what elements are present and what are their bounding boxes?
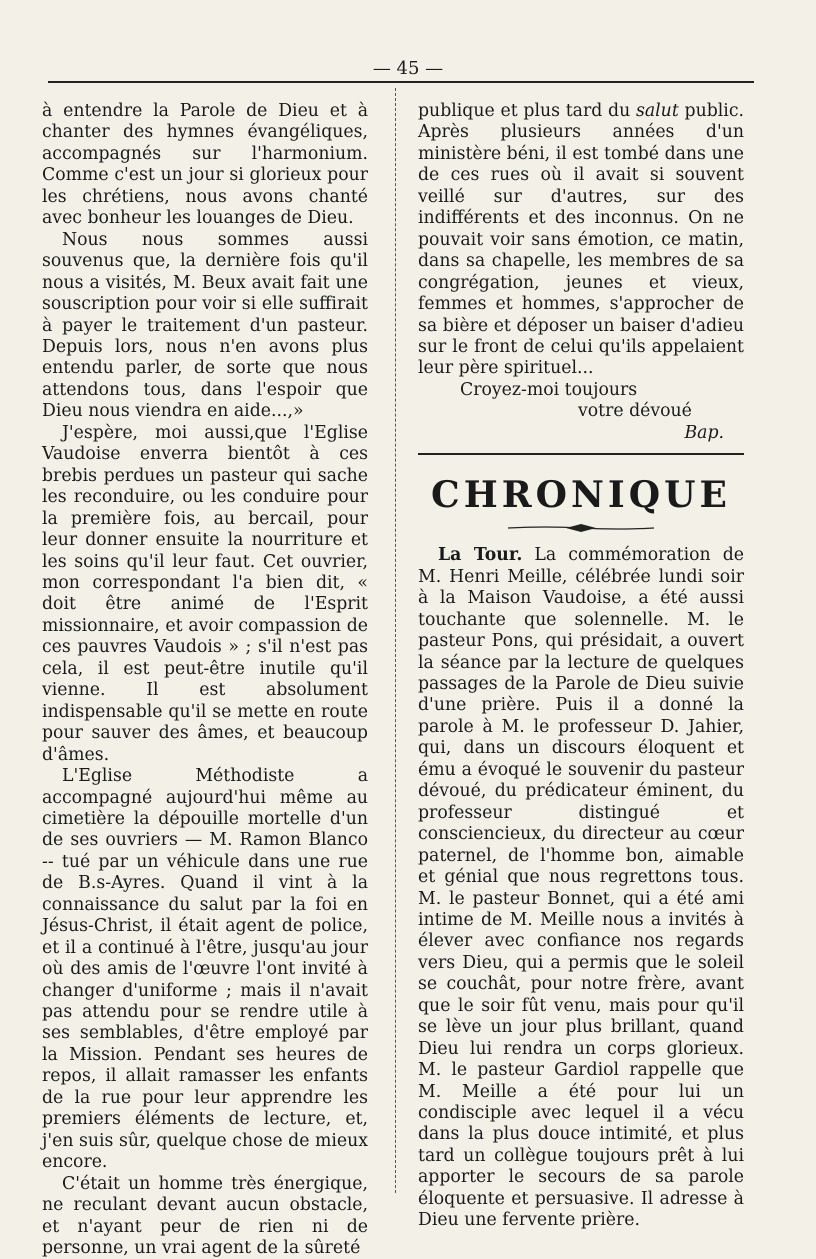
- paragraph: J'espère, moi aussi,que l'Eglise Vaudoise enverra bientôt à ces brebis perdues un pasteur qui sache les reconduire, ou les conduire pour la première fois, au bercail, pour leur donner ensuite la nourriture et les soins qu'il leur faut. Cet ouvrier, mon correspondant l'a bien dit, « doit être animé de l'Esprit missionnaire, et avoir compassion de ces pauvres Vaudois » ; s'il n'est pas cela, il est peut-être inutile qu'il vienne. Il est absolument indispensable qu'il se mette en route pour sauver des âmes, et beaucoup d'âmes.: [42, 422, 368, 765]
- continuation-text: publique et plus tard du: [418, 101, 636, 121]
- continuation-text: public. Après plusieurs années d'un ministère béni, il est tombé dans une de ces rues où il avait si souvent veillé sur d'autres, sur des indifférents et des inconnus. On ne pouvait voir sans émotion, ce matin, dans sa chapelle, les membres de sa congrégation, jeunes et vieux, femmes et hommes, s'approcher de sa bière et déposer un baiser d'adieu sur le front de celui qu'ils appelaient leur père spirituel...: [418, 101, 744, 379]
- closing-line: Croyez-moi toujours: [460, 379, 638, 400]
- column-divider: [395, 88, 396, 1193]
- chronicle-paragraph: [418, 545, 744, 1232]
- paragraph: à entendre la Parole de Dieu et à chanter des hymnes évangéliques, accompagnés sur l'harmonium. Comme c'est un jour si glorieux pour les chrétiens, nous avons chanté avec bonheur les louanges de Dieu.: [42, 101, 368, 229]
- right-column: [418, 101, 744, 1232]
- letter-continuation: [418, 101, 744, 380]
- paragraph: C'était un homme très énergique, ne reculant devant aucun obstacle, et n'ayant peur de rien ni de personne, un vrai agent de la sûreté: [42, 1173, 368, 1259]
- chronicle-place: La Tour.: [438, 545, 523, 566]
- header-rule: [48, 81, 754, 83]
- closing-line: votre dévoué: [578, 401, 692, 422]
- page-number: — 45 —: [372, 58, 444, 79]
- section-rule: [418, 453, 744, 455]
- chronicle-body: [418, 545, 744, 1232]
- paragraph: Nous nous sommes aussi souvenus que, la dernière fois qu'il nous a visités, M. Beux avait fait une souscription pour voir si elle suffirait à payer le traitement d'un pasteur. Depuis lors, nous n'en avons plus entendu parler, de sorte que nous attendons tous, dans l'espoir que Dieu nous viendra en aide...,»: [42, 229, 368, 422]
- continuation-italic: salut: [635, 101, 679, 121]
- chronicle-text: La commémoration de M. Henri Meille, célébrée lundi soir à la Maison Vaudoise, a été aussi touchante que solennelle. M. le pasteur Pons, qui présidait, a ouvert la séance par la lecture de quelques passages de la Parole de Dieu suivie d'une prière. Puis il a donné la parole à M. le professeur D. Jahier, qui, dans un discours éloquent et ému a évoqué le souvenir du pasteur dévoué, du prédicateur éminent, du professeur distingué et consciencieux, du directeur au cœur paternel, de l'homme bon, aimable et génial que nous regrettons tous. M. le pasteur Bonnet, qui a été ami intime de M. Meille nous a invités à élever avec confiance nos regards vers Dieu, qui a permis que le soleil se couchât, pour notre frère, avant que le soir fût venu, mais pour qu'il se lève un jour plus brillant, quand Dieu lui rendra un corps glorieux. M. le pasteur Gardiol rappelle que M. Meille a été pour lui un condisciple avec lequel il a vécu dans la plus douce intimité, et plus tard un collègue toujours prêt à lui apporter le secours de sa parole éloquente et persuasive. Il adresse à Dieu une fervente prière.: [418, 545, 744, 1231]
- left-column: [42, 101, 368, 1259]
- signature: Bap.: [684, 422, 724, 443]
- paragraph: L'Eglise Méthodiste a accompagné aujourd'hui même au cimetière la dépouille mortelle d'un de ses ouvriers — M. Ramon Blanco -- tué par un véhicule dans une rue de B.s-Ayres. Quand il vint à la connaissance du salut par la foi en Jésus-Christ, il était agent de police, et il a continué à l'être, jusqu'au jour où des amis de l'œuvre l'ont invité à changer d'uniforme ; mais il n'avait pas attendu pour se rendre utile à ses semblables, d'être employé par la Mission. Pendant ses heures de repos, il allait ramasser les enfants de la rue pour leur apprendre les premiers éléments de lecture, et, j'en suis sûr, quelque chose de mieux encore.: [42, 766, 368, 1173]
- ornament-icon: [506, 523, 656, 533]
- section-title: CHRONIQUE: [431, 474, 731, 517]
